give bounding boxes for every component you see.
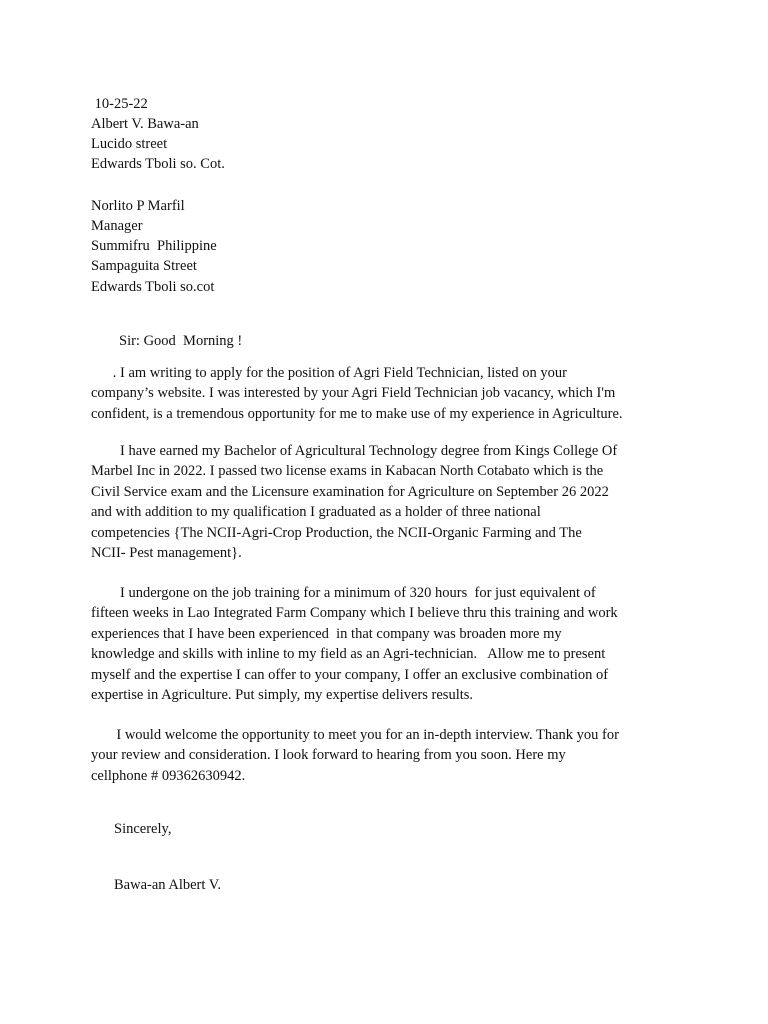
signature-name: Bawa-an Albert V.: [114, 877, 221, 893]
body-paragraph-3: [91, 583, 691, 705]
paragraph-line: NCII- Pest management}.: [91, 544, 242, 561]
sender-name: Albert V. Bawa-an: [91, 116, 199, 132]
sender-city: Edwards Tboli so. Cot.: [91, 156, 225, 172]
paragraph-line: I have earned my Bachelor of Agricultural Technology degree from Kings College Of: [91, 443, 618, 459]
letter-date: 10-25-22: [91, 96, 148, 112]
paragraph-line: Civil Service exam and the Licensure examination for Agriculture on September 26 2022: [91, 483, 609, 500]
paragraph-line: knowledge and skills with inline to my field as an Agri-technician. Allow me to present: [91, 646, 606, 663]
paragraph-line: company’s website. I was interested by your Agri Field Technician job vacancy, which I'm: [91, 385, 616, 402]
sender-street: Lucido street: [91, 136, 168, 152]
paragraph-line: confident, is a tremendous opportunity for me to make use of my experience in Agriculture.: [91, 405, 623, 422]
body-paragraph-4: [91, 725, 691, 786]
recipient-name: Norlito P Marfil: [91, 198, 185, 214]
paragraph-line: expertise in Agriculture. Put simply, my expertise delivers results.: [91, 686, 474, 703]
paragraph-line: cellphone # 09362630942.: [91, 767, 246, 784]
paragraph-line: . I am writing to apply for the position of Agri Field Technician, listed on your: [91, 365, 567, 381]
paragraph-line: Marbel Inc in 2022. I passed two license exams in Kabacan North Cotabato which is the: [91, 463, 604, 480]
paragraph-line: your review and consideration. I look forward to hearing from you soon. Here my: [91, 747, 566, 764]
recipient-title: Manager: [91, 218, 143, 234]
paragraph-line: and with addition to my qualification I graduated as a holder of three national: [91, 504, 541, 521]
paragraph-line: experiences that I have been experienced in that company was broaden more my: [91, 625, 562, 642]
closing: Sincerely,: [114, 821, 172, 837]
recipient-company: Summifru Philippine: [91, 238, 217, 254]
body-paragraph-2: [91, 441, 691, 563]
paragraph-line: myself and the expertise I can offer to your company, I offer an exclusive combination of: [91, 666, 609, 683]
paragraph-line: fifteen weeks in Lao Integrated Farm Company which I believe thru this training and work: [91, 605, 618, 622]
recipient-city: Edwards Tboli so.cot: [91, 279, 215, 295]
recipient-street: Sampaguita Street: [91, 258, 197, 274]
body-paragraph-1: [91, 363, 691, 424]
paragraph-line: I would welcome the opportunity to meet you for an in-depth interview. Thank you for: [91, 727, 619, 743]
salutation: Sir: Good Morning !: [119, 333, 243, 349]
paragraph-line: I undergone on the job training for a minimum of 320 hours for just equivalent of: [91, 585, 596, 601]
paragraph-line: competencies {The NCII-Agri-Crop Production, the NCII-Organic Farming and The: [91, 524, 582, 541]
